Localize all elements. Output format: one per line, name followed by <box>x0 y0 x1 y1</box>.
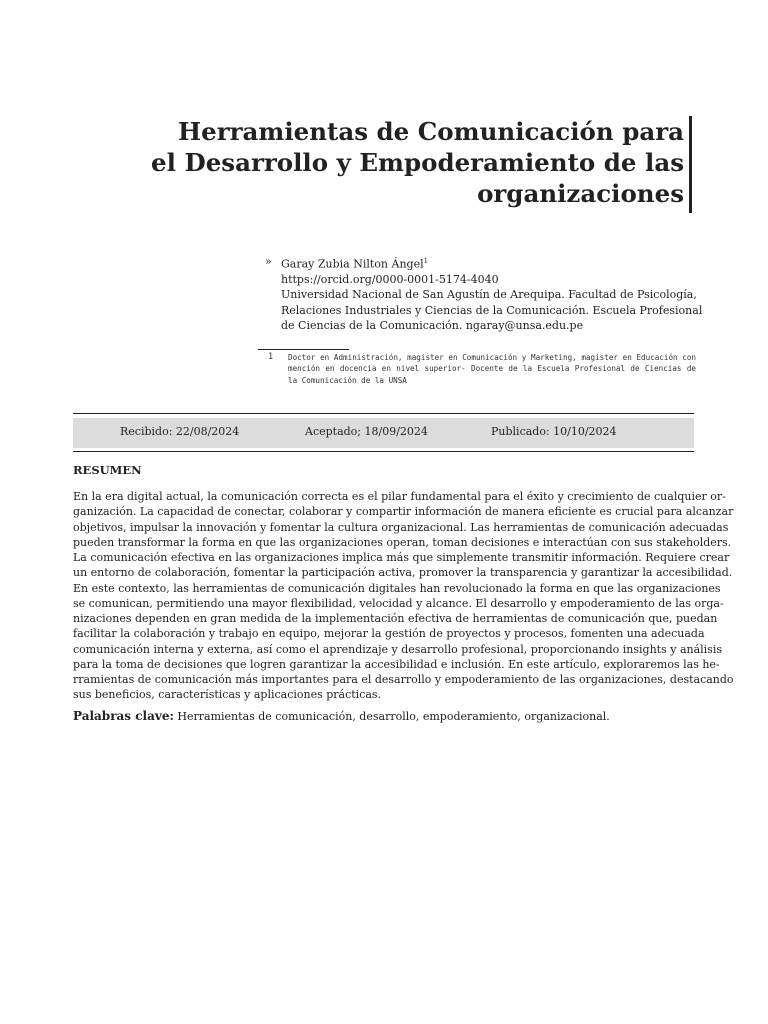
abstract-line: En este contexto, las herramientas de comunicación digitales han revolucionado la forma en que las organizaciones <box>73 581 721 595</box>
abstract-line: para la toma de decisiones que logren garantizar la accesibilidad e inclusión. En este artículo, exploraremos las he- <box>73 657 720 671</box>
abstract-line: facilitar la colaboración y trabajo en equipo, mejorar la gestión de proyectos y procesos, fomenten una adecuada <box>73 627 705 641</box>
abstract-line: La comunicación efectiva en las organizaciones implica más que simplemente transmitir información. Requiere crear <box>73 551 730 564</box>
affiliation-line-3: de Ciencias de la Comunicación. ngaray@unsa.edu.pe <box>281 318 584 332</box>
abstract-line: pueden transformar la forma en que las organizaciones operan, toman decisiones e interactúan con sus stakeholders. <box>73 535 732 549</box>
article-title <box>124 116 684 209</box>
dates-top-rule <box>73 413 694 414</box>
abstract-line: un entorno de colaboración, fomentar la participación activa, promover la transparencia y garantizar la accesibilidad. <box>73 566 733 580</box>
dates-bottom-rule <box>73 451 694 452</box>
keywords-text: Herramientas de comunicación, desarrollo, empoderamiento, organizacional. <box>177 710 610 723</box>
footnote-number: 1 <box>268 352 274 362</box>
dates-bar <box>73 418 694 448</box>
abstract-line: objetivos, impulsar la innovación y fomentar la cultura organizacional. Las herramientas de comunicación adecuadas <box>73 520 729 534</box>
abstract-heading: RESUMEN <box>73 463 142 477</box>
date-published: Publicado: 10/10/2024 <box>491 425 617 438</box>
affiliation-line-2: Relaciones Industriales y Ciencias de la Comunicación. Escuela Profesional <box>281 303 703 317</box>
abstract-line: ganización. La capacidad de conectar, colaborar y compartir información de manera eficiente es crucial para alcanzar <box>73 505 734 519</box>
author-footnote-mark: 1 <box>423 257 429 265</box>
author-block <box>265 254 703 333</box>
footnote-text: Doctor en Administración, magister en Comunicación y Marketing, magister en Educación con mención en docencia en nivel superior- Docente de la Escuela Profesional de Ciencias de la Comunicación de la UNSA <box>288 353 696 385</box>
author-name: Garay Zubia Nilton Ángel <box>281 257 424 271</box>
abstract-line: sus beneficios, características y aplicaciones prácticas. <box>73 688 382 702</box>
title-line-2: el Desarrollo y Empoderamiento de las <box>151 148 684 177</box>
date-accepted: Aceptado; 18/09/2024 <box>305 425 428 438</box>
footnote <box>268 352 696 386</box>
abstract-line: rramientas de comunicación más importantes para el desarrollo y empoderamiento de las organizaciones, destacando <box>73 673 734 686</box>
date-received: Recibido: 22/08/2024 <box>120 425 240 438</box>
abstract-line: En la era digital actual, la comunicación correcta es el pilar fundamental para el éxito y crecimiento de cualquier or- <box>73 490 726 503</box>
footnote-rule <box>258 349 349 350</box>
abstract-line: se comunican, permitiendo una mayor flexibilidad, velocidad y alcance. El desarrollo y empoderamiento de las orga- <box>73 596 724 610</box>
keywords-label: Palabras clave: <box>73 709 174 723</box>
author-bullet: » <box>265 255 272 268</box>
abstract-body <box>73 489 734 703</box>
abstract-line: nizaciones dependen en gran medida de la implementación efectiva de herramientas de comunicación que, puedan <box>73 612 718 625</box>
title-line-1: Herramientas de Comunicación para <box>177 117 684 146</box>
abstract-line: comunicación interna y externa, así como el aprendizaje y desarrollo profesional, proporcionando insights y análisis <box>73 642 722 656</box>
affiliation-line-1: Universidad Nacional de San Agustín de Arequipa. Facultad de Psicología, <box>281 288 697 302</box>
author-orcid[interactable]: https://orcid.org/0000-0001-5174-4040 <box>281 272 499 286</box>
title-accent-bar <box>689 116 692 213</box>
author-name-line <box>281 254 695 272</box>
keywords <box>73 709 694 724</box>
title-line-3: organizaciones <box>477 179 684 208</box>
